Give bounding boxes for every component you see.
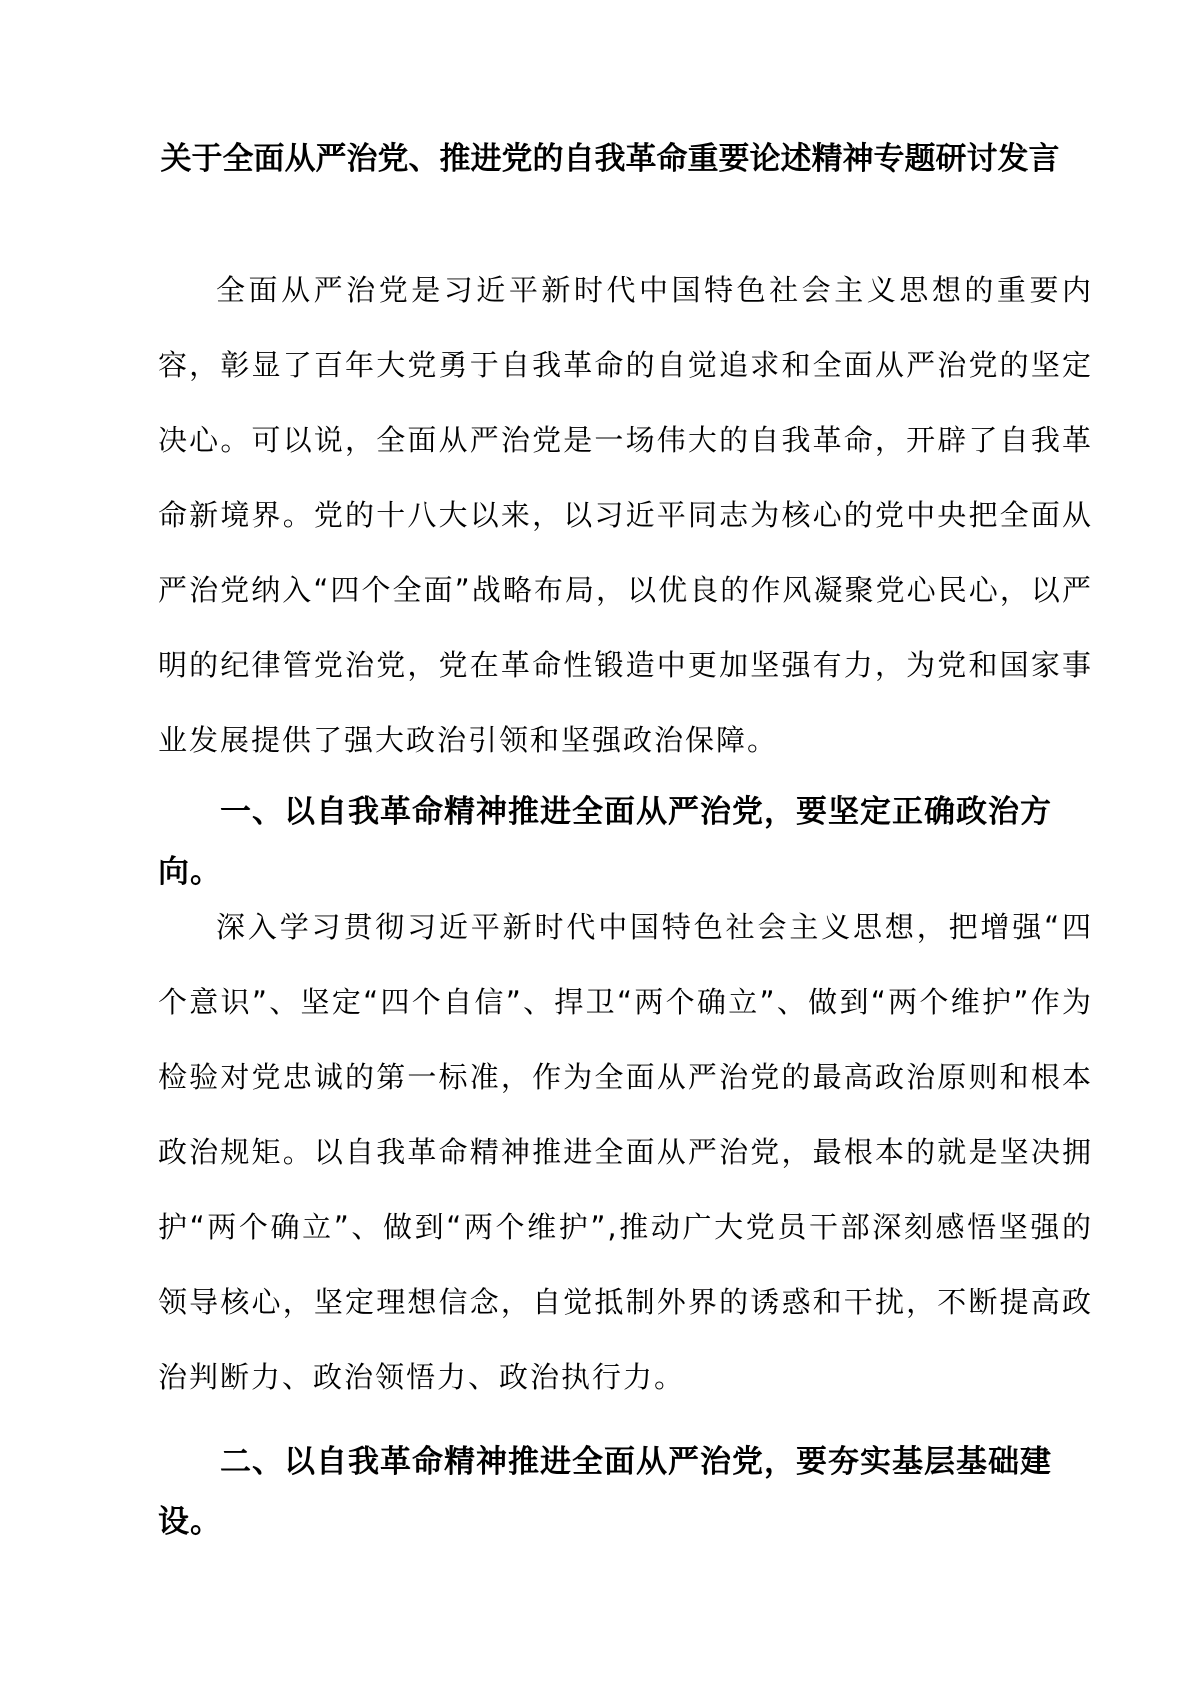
paragraph-section-1: 深入学习贯彻习近平新时代中国特色社会主义思想，把增强“四个意识”、坚定“四个自信”、捍卫“两个确立”、做到“两个维护”作为检验对党忠诚的第一标准，作为全面从严治党的最高政治原则和根本政治规矩。以自我革命精神推进全面从严治党，最根本的就是坚决拥护“两个确立”、做到“两个维护”,推动广大党员干部深刻感悟坚强的领导核心，坚定理想信念，自觉抵制外界的诱惑和干扰，不断提高政治判断力、政治领悟力、政治执行力。: [158, 910, 1093, 1394]
section-heading-2: 二、以自我革命精神推进全面从严治党，要夯实基层基础建设。: [158, 1444, 1052, 1540]
section-heading-1: 一、以自我革命精神推进全面从严治党，要坚定正确政治方向。: [158, 794, 1052, 890]
document-title: 关于全面从严治党、推进党的自我革命重要论述精神专题研讨发言: [160, 141, 1060, 177]
paragraph-intro: 全面从严治党是习近平新时代中国特色社会主义思想的重要内容，彰显了百年大党勇于自我革命的自觉追求和全面从严治党的坚定决心。可以说，全面从严治党是一场伟大的自我革命，开辟了自我革命新境界。党的十八大以来，以习近平同志为核心的党中央把全面从严治党纳入“四个全面”战略布局，以优良的作风凝聚党心民心，以严明的纪律管党治党，党在革命性锻造中更加坚强有力，为党和国家事业发展提供了强大政治引领和坚强政治保障。: [158, 273, 1093, 757]
